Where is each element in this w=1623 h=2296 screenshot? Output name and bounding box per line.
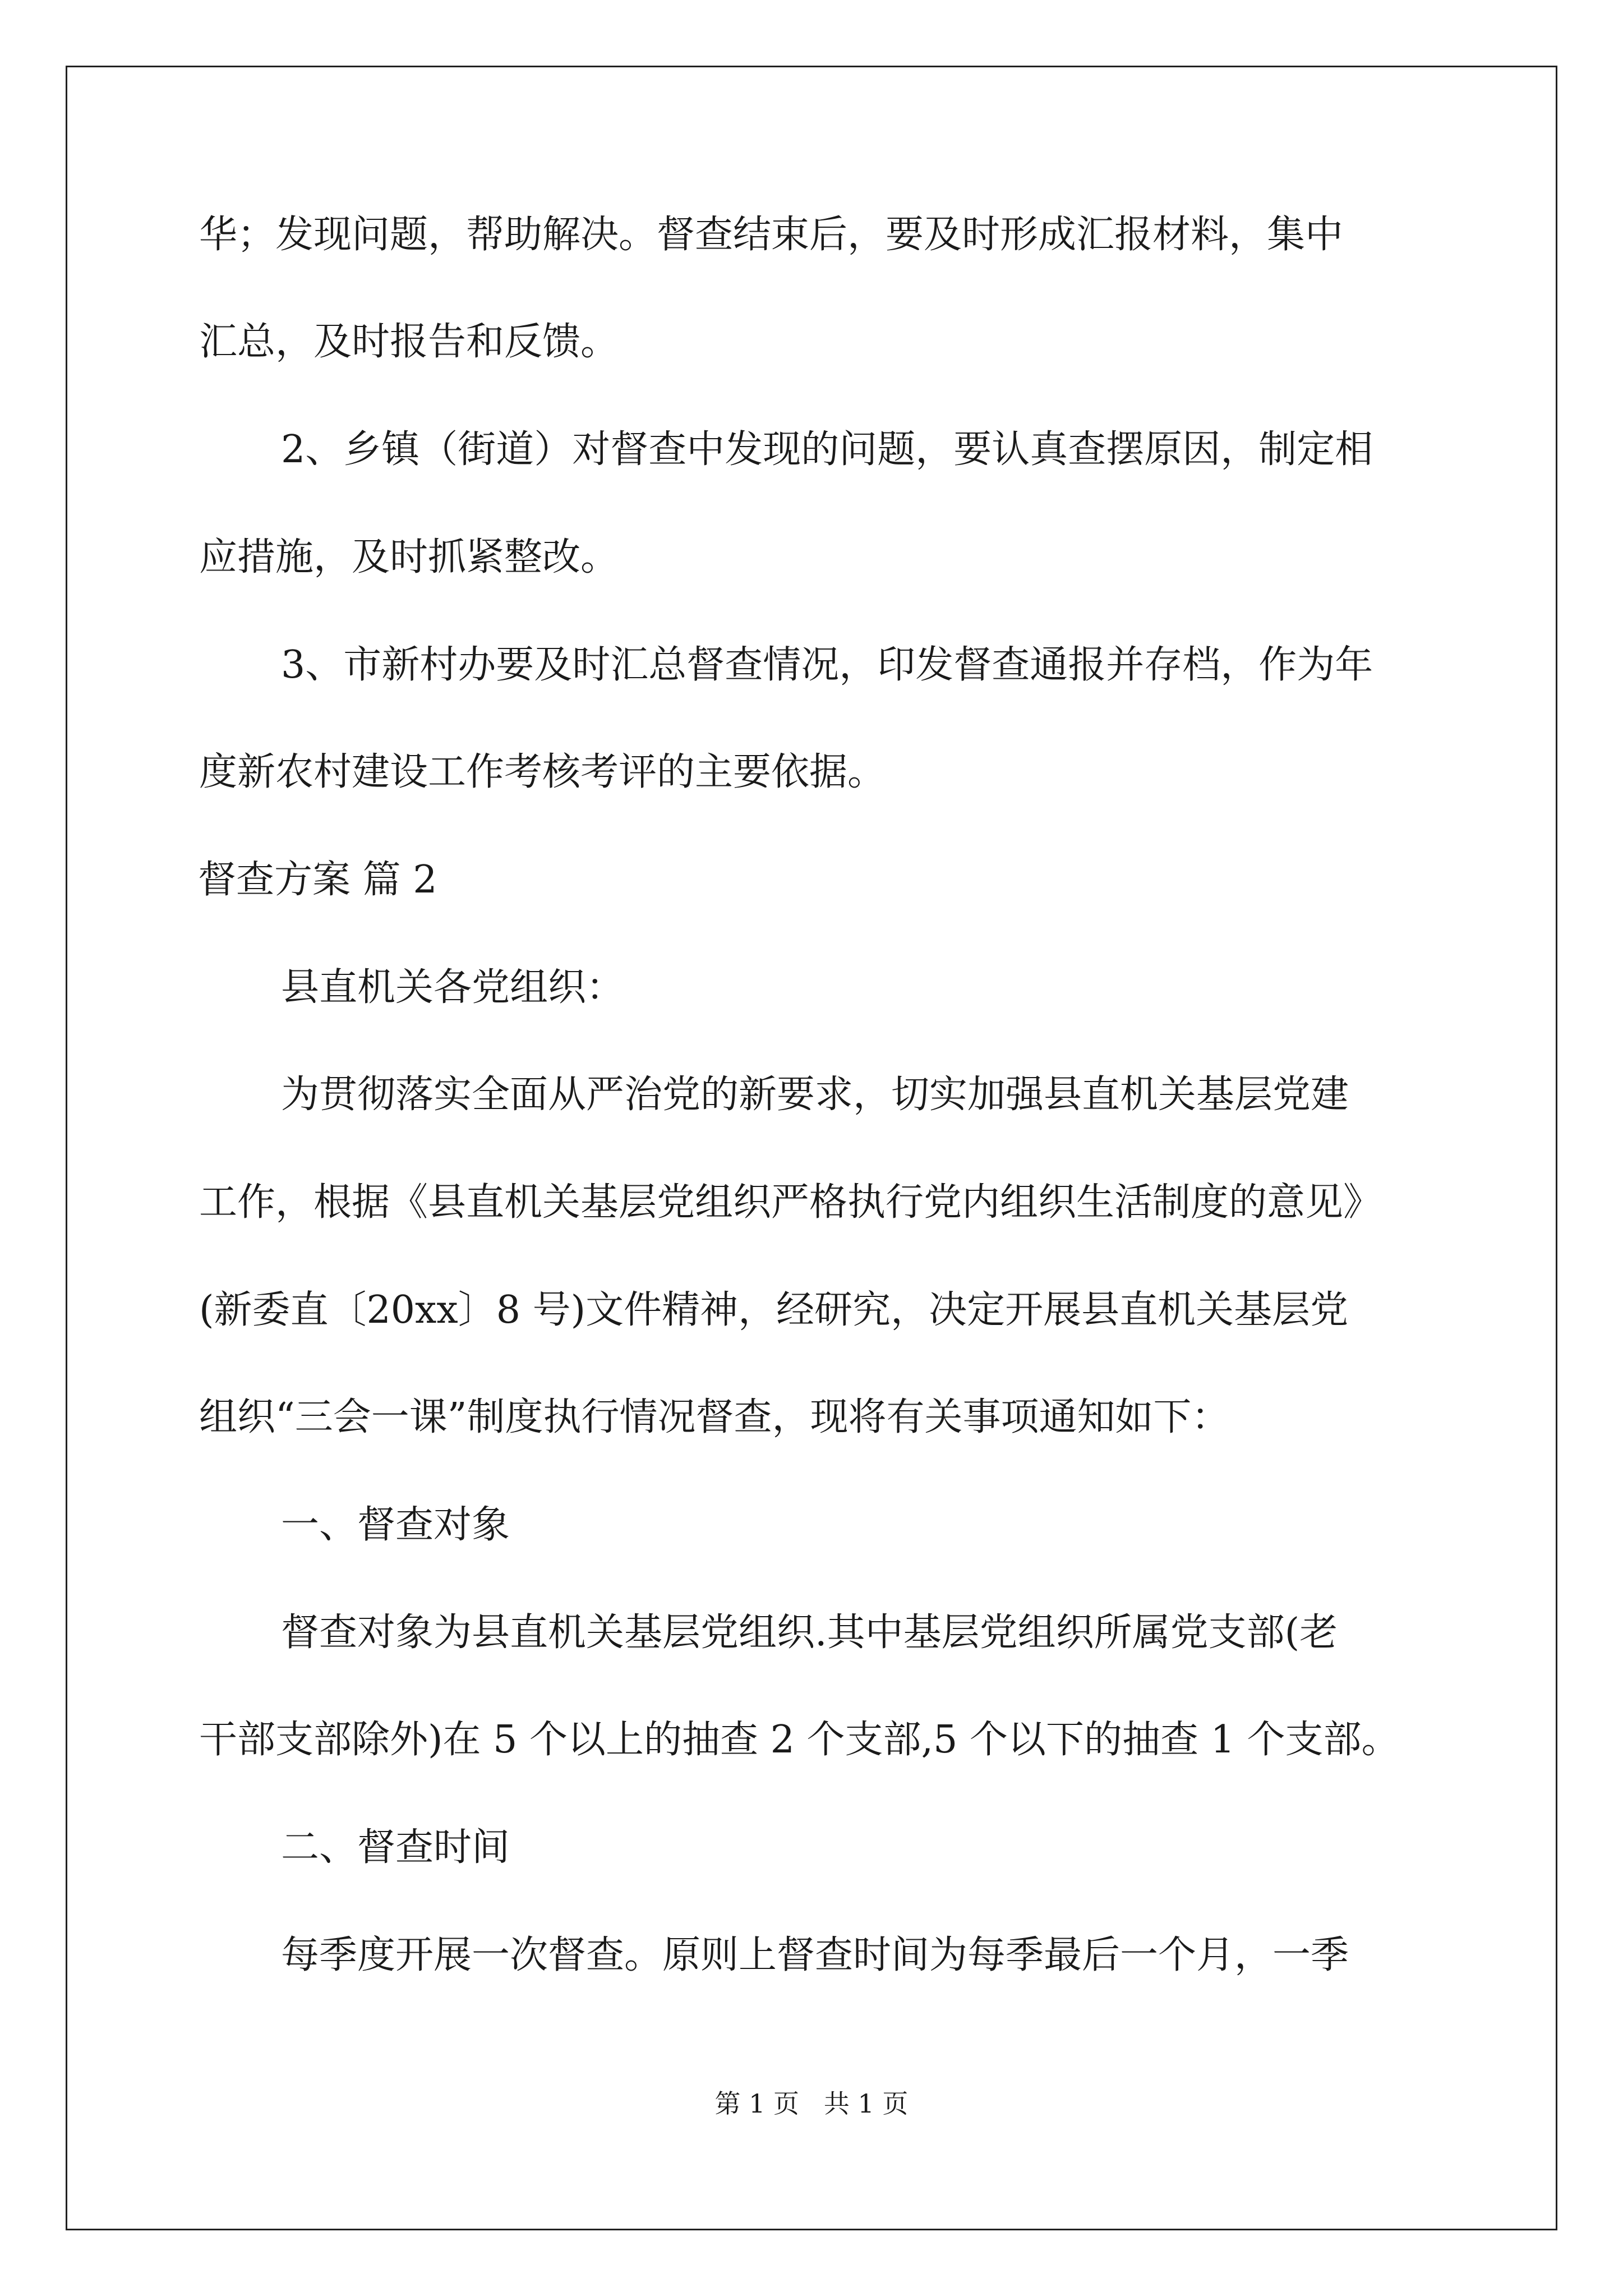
paragraph-line: 工作，根据《县直机关基层党组织严格执行党内组织生活制度的意见》 — [199, 1180, 1382, 1225]
paragraph-line: 干部支部除外)在 5 个以上的抽查 2 个支部,5 个以下的抽查 1 个支部。 — [199, 1718, 1400, 1762]
paragraph-line: 每季度开展一次督查。原则上督查时间为每季最后一个月，一季 — [281, 1933, 1349, 1977]
paragraph-line: (新委直〔20xx〕8 号)文件精神，经研究，决定开展县直机关基层党 — [199, 1288, 1349, 1332]
paragraph-line: 组织“三会一课”制度执行情况督查，现将有关事项通知如下： — [199, 1395, 1230, 1439]
subsection-heading: 一、督查对象 — [281, 1503, 510, 1547]
section-heading: 督查方案 篇 2 — [198, 858, 437, 902]
paragraph-line: 度新农村建设工作考核考评的主要依据。 — [199, 750, 886, 794]
paragraph-line: 2、乡镇（街道）对督查中发现的问题，要认真查摆原因，制定相 — [281, 427, 1373, 472]
paragraph-line: 应措施，及时抓紧整改。 — [199, 535, 619, 579]
subsection-heading: 二、督查时间 — [281, 1825, 510, 1870]
salutation-line: 县直机关各党组织： — [281, 965, 625, 1010]
paragraph-line: 督查对象为县直机关基层党组织.其中基层党组织所属党支部(老 — [281, 1611, 1338, 1655]
paragraph-line: 汇总，及时报告和反馈。 — [199, 320, 619, 364]
paragraph-line: 为贯彻落实全面从严治党的新要求，切实加强县直机关基层党建 — [281, 1073, 1349, 1117]
page-footer: 第 1 页 共 1 页 — [714, 2088, 909, 2119]
paragraph-line: 3、市新村办要及时汇总督查情况，印发督查通报并存档，作为年 — [281, 643, 1373, 687]
paragraph-line: 华；发现问题，帮助解决。督查结束后，要及时形成汇报材料，集中 — [199, 213, 1344, 257]
page-border — [66, 66, 1557, 2230]
